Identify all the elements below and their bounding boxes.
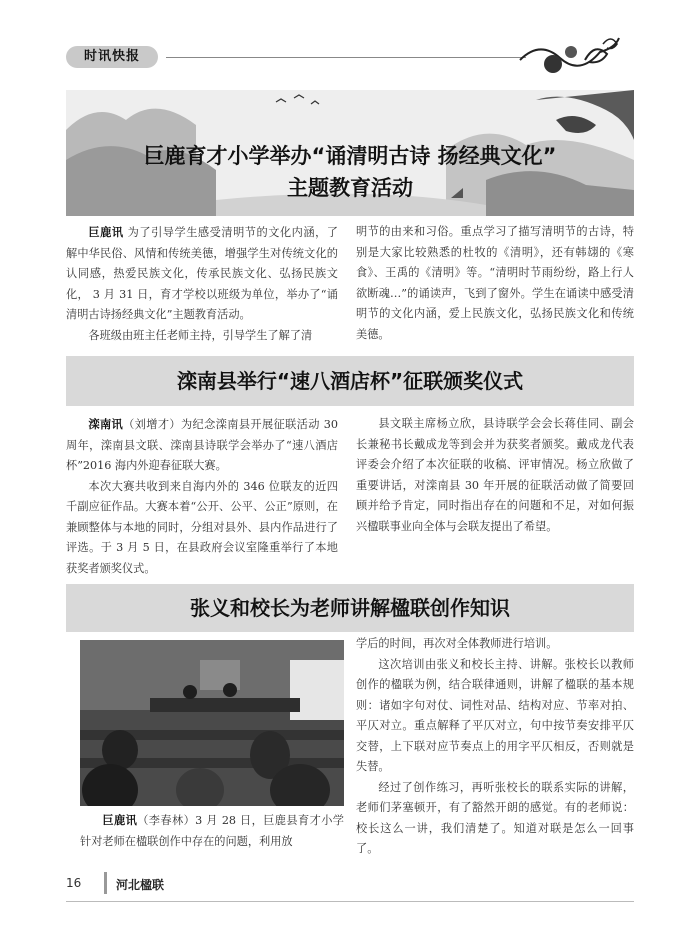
article2-title: 滦南县举行“速八酒店杯”征联颁奖仪式 bbox=[176, 369, 524, 393]
article1-right-column bbox=[356, 222, 634, 345]
article3-right-p1: 这次培训由张义和校长主持、讲解。张校长以教师创作的楹联为例，结合联律通则，讲解了楹联的基本规则：诸如字句对仗、词性对品、结构对应、节率对拍、平仄对立。重点解释了平仄对立，句中按节奏安排平仄交替，上下联对应节奏点上的用字平仄相反，否则就是失替。 bbox=[356, 657, 634, 773]
classroom-scene-icon bbox=[80, 640, 344, 806]
article1-right-p1: 明节的由来和习俗。重点学习了描写清明节的古诗，特别是大家比较熟悉的杜牧的《清明》，还有韩翃的《寒食》、王禹的《清明》等。“清明时节雨纷纷，路上行人欲断魂…”的诵读声，飞到了窗外。学生在诵读中感受清明节的文化内涵，爱上民族文化，弘扬民族文化和传统美德。 bbox=[356, 225, 634, 341]
section-label: 时讯快报 bbox=[66, 46, 158, 68]
article3-right-p2: 经过了创作练习，再听张校长的联系实际的讲解，老师们茅塞顿开，有了豁然开朗的感觉。有的老师说：校长这么一讲，我们清楚了。知道对联是怎么一回事了。 bbox=[356, 780, 634, 855]
article3-caption: （李春林）3 月 28 日，巨鹿县育才小学针对老师在楹联创作中存在的问题，利用放 bbox=[80, 814, 344, 848]
article2-right-column bbox=[356, 414, 634, 537]
article3-title: 张义和校长为老师讲解楹联创作知识 bbox=[190, 596, 510, 620]
article1-left-p2: 各班级由班主任老师主持，引导学生了解了清 bbox=[88, 328, 313, 342]
header-divider bbox=[166, 57, 526, 58]
footer-rule bbox=[66, 901, 634, 902]
photo-caption bbox=[80, 810, 344, 852]
article3-right-column bbox=[356, 634, 634, 860]
article3-right-p0: 学后的时间，再次对全体教师进行培训。 bbox=[356, 637, 558, 650]
page-number: 16 bbox=[66, 876, 82, 890]
article1-title-line1: 巨鹿育才小学举办“诵清明古诗 扬经典文化” bbox=[143, 144, 557, 168]
article2-left-p1: （刘增才）为纪念滦南县开展征联活动 30 周年，滦南县文联、滦南县诗联学会举办了“速八酒店杯”2016 海内外迎春征联大赛。 bbox=[66, 418, 338, 472]
magazine-title: 河北楹联 bbox=[116, 878, 165, 892]
article1-left-p1: 为了引导学生感受清明节的文化内涵，了解中华民俗、风情和传统美德，增强学生对传统文化的认同感，热爱民族文化，传承民族文化、弘扬民族文化， 3 月 31 日，育才学校以班级为单位，举办了“诵清明古诗扬经典文化”主题教育活动。 bbox=[66, 226, 338, 321]
classroom-photo bbox=[80, 640, 344, 806]
article3-lead: 巨鹿讯 bbox=[102, 813, 138, 827]
article2-left-p2: 本次大赛共收到来自海内外的 346 位联友的近四千副应征作品。大赛本着“公开、公平、公正”原则，在兼顾整体与本地的同时，分组对县外、县内作品进行了评选。于 3 月 5 日，在县政府会议室隆重举行了本地获奖者颁奖仪式。 bbox=[66, 479, 338, 575]
article2-lead: 滦南讯 bbox=[88, 417, 124, 431]
footer-divider bbox=[104, 872, 107, 894]
article1-left-column bbox=[66, 222, 338, 346]
article1-title-line2: 主题教育活动 bbox=[287, 176, 413, 200]
article2-left-column bbox=[66, 414, 338, 579]
swirl-ornament-icon bbox=[515, 30, 625, 80]
article1-lead: 巨鹿讯 bbox=[88, 225, 124, 239]
article2-right-p1: 县文联主席杨立欣，县诗联学会会长蒋佳同、副会长兼秘书长戴成龙等到会并为获奖者颁奖。戴成龙代表评委会介绍了本次征联的收稿、评审情况。杨立欣做了重要讲话，对滦南县 30 年开展的征联活动做了简要回顾并给予肯定，同时指出存在的问题和不足，对如何振兴楹联事业向全体与会联友提出了希望。 bbox=[356, 417, 634, 533]
